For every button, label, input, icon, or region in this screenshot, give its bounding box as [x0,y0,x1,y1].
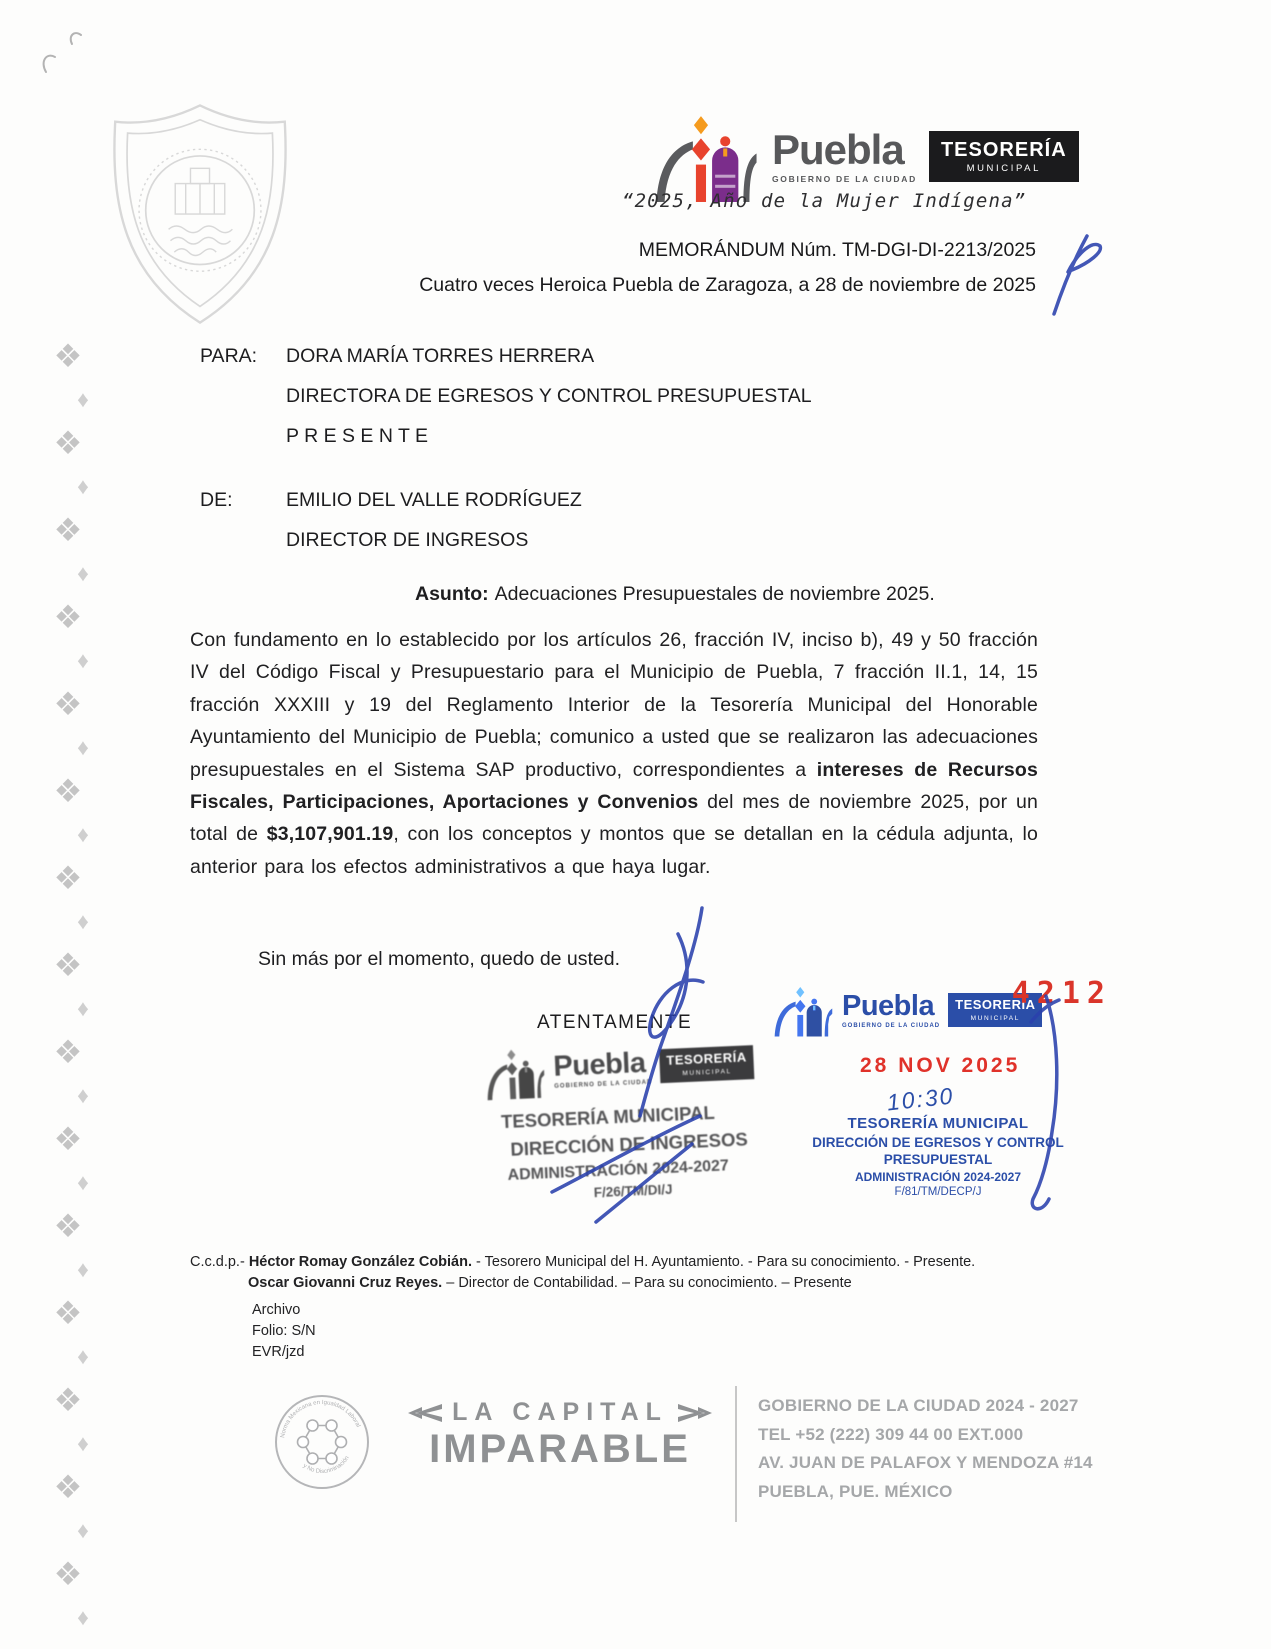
year-slogan: “2025, Año de la Mujer Indígena” [622,190,1027,212]
footer-line-gov: GOBIERNO DE LA CIUDAD 2024 - 2027 [758,1396,1079,1415]
ornament-icon: ❖ [53,1034,83,1070]
ornament-icon: ❖ [53,425,83,461]
cc-prefix: C.c.d.p.- [190,1254,249,1270]
ornament-icon: ❖ [53,860,83,896]
footer-divider [735,1386,737,1522]
ornament-icon: ♦ [77,473,89,499]
tesoreria-box-line2: MUNICIPAL [966,162,1042,174]
memo-header [419,233,1036,303]
cc-line-2 [248,1273,975,1294]
brand-text: Puebla [552,1046,647,1083]
tesoreria-box-line1: TESORERÍA [955,997,1036,1013]
paragraph-amount: $3,107,901.19 [266,823,394,846]
received-date-stamp: 28 NOV 2025 [860,1054,1021,1077]
stamp-right-line5: F/81/TM/DECP/J [894,1186,982,1198]
cc-line-1 [190,1252,975,1273]
capital-text: LA CAPITAL [452,1398,668,1426]
ornament-icon: ♦ [77,1343,89,1369]
stamp-right-line4: ADMINISTRACIÓN 2024-2027 [854,1170,1022,1184]
salutation: ATENTAMENTE [537,1012,693,1033]
stamp-logo-gray [480,1034,755,1102]
ornament-icon: ❖ [53,947,83,983]
footer-line-city: PUEBLA, PUE. MÉXICO [758,1481,953,1501]
sender-title: DIRECTOR DE INGRESOS [286,529,529,551]
stamp-right-head [770,976,1112,1038]
cc-section [190,1252,975,1363]
ornament-icon: ♦ [77,821,89,847]
ornament-icon: ♦ [77,1082,89,1108]
ornament-icon: ❖ [53,599,83,635]
ornament-icon: ❖ [53,338,83,374]
gov-text: GOBIERNO DE LA CIUDAD [554,1079,653,1090]
ornament-icon: ♦ [77,1517,89,1543]
stamp-left-line2: DIRECCIÓN DE INGRESOS [510,1128,749,1160]
ornament-icon: ♦ [77,734,89,760]
ornament-icon: ♦ [77,1604,89,1630]
cc-name-2: Oscar Giovanni Cruz Reyes. [248,1275,443,1291]
ornament-icon: ❖ [53,1121,83,1157]
stamp-left-line3: ADMINISTRACIÓN 2024-2027 [507,1157,730,1184]
margin-ornament-strip [48,340,100,1629]
stamp-right-line3: PRESUPUESTAL [883,1152,993,1167]
badge-top-text: Norma Mexicana en Igualdad Laboral [280,1399,361,1439]
tesoreria-box [929,131,1079,182]
capital-imparable-logo [408,1398,712,1469]
memo-number: MEMORÁNDUM Núm. TM-DGI-DI-2213/2025 [638,239,1036,261]
imparable-text: IMPARABLE [429,1427,691,1471]
tesoreria-box-line2: MUNICIPAL [970,1014,1020,1022]
stamp-right-line2: DIRECCIÓN DE EGRESOS Y CONTROL [812,1135,1064,1150]
ornament-icon: ❖ [53,1382,83,1418]
stamp-logo-blue [770,982,1042,1038]
ornament-icon: ❖ [53,512,83,548]
cc-initials: EVR/jzd [252,1344,305,1360]
brand-text: Puebla [772,125,904,173]
gov-text: GOBIERNO DE LA CIUDAD [772,173,917,184]
paragraph-part: Con fundamento en lo establecido por los artículos 26, fracción IV, inciso b), 49 y 50 fracción IV del Código Fiscal y Presupuestario para el Municipio de Puebla, 7 fracción II.1, 14, 15 fracción XXXIII y 19 del Reglamento Interior de la Tesorería Municipal del Honorable Ayuntamiento del Municipio de Puebla; comunico a usted que se realizaron las adecuaciones presupuestales en el Sistema SAP productivo, correspondientes a [190,629,1038,781]
gov-text: GOBIERNO DE LA CIUDAD [842,1022,941,1029]
subject-line [415,583,935,606]
ornament-icon: ♦ [77,1169,89,1195]
right-wing-icon [678,1402,712,1424]
footer-line-tel: TEL +52 (222) 309 44 00 EXT.000 [758,1424,1024,1444]
footer-contact-info [758,1392,1093,1506]
cc-rest-2: – Director de Contabilidad. – Para su conocimiento. – Presente [442,1275,852,1291]
stamp-date-row [770,1054,1106,1116]
ornament-icon: ♦ [77,647,89,673]
paragraph-bold: intereses de Recursos Fiscales, Participaciones, Aportaciones y Convenios [190,758,1038,814]
paragraph-part: , con los conceptos y montos que se detallan en la cédula adjunta, lo anterior para los efectos administrativos a que haya lugar. [190,823,1038,878]
ornament-icon: ♦ [77,386,89,412]
cc-archive: Archivo [252,1302,301,1318]
stamp-right-line1: TESORERÍA MUNICIPAL [847,1115,1029,1132]
stamp-folio-number: 4212 [1011,976,1112,1011]
recipient-title: DIRECTORA DE EGRESOS Y CONTROL PRESUPUESTAL [286,385,812,407]
cc-name-1: Héctor Romay González Cobián. [248,1254,473,1270]
ornament-icon: ♦ [77,995,89,1021]
ornament-icon: ❖ [53,686,83,722]
sender-name: EMILIO DEL VALLE RODRÍGUEZ [286,489,582,511]
left-wing-icon [408,1402,442,1424]
recipient-name: DORA MARÍA TORRES HERRERA [286,345,595,367]
ornament-icon: ♦ [77,1430,89,1456]
ornament-icon: ❖ [53,773,83,809]
para-label: PARA: [200,345,258,367]
recipient-block [200,336,812,456]
stamp-left-line4: F/26/TM/DI/J [593,1181,673,1201]
memo-date-line: Cuatro veces Heroica Puebla de Zaragoza, a 28 de noviembre de 2025 [419,274,1036,296]
subject-label: Asunto: [415,583,489,605]
puebla-cathedral-icon [770,982,834,1038]
puebla-cathedral-icon [480,1043,546,1102]
sender-block [200,480,582,560]
cc-rest-1: - Tesorero Municipal del H. Ayuntamiento. - Para su conocimiento. - Presente. [472,1254,976,1270]
closing-line: Sin más por el momento, quedo de usted. [258,948,621,970]
de-label: DE: [200,489,233,511]
body-paragraph [190,624,1038,883]
tesoreria-box [659,1045,755,1082]
cc-folio: Folio: S/N [252,1323,316,1339]
equality-norm-badge [272,1392,372,1492]
egresos-stamp [770,976,1112,1198]
ornament-icon: ❖ [53,1469,83,1505]
ornament-icon: ❖ [53,1295,83,1331]
received-time-handwritten: 10:30 [885,1082,956,1116]
ingresos-stamp [452,1033,789,1206]
stamp-left-line1: TESORERÍA MUNICIPAL [500,1101,716,1133]
paragraph-part: del mes de noviembre 2025, por un total de [190,791,1038,846]
tesoreria-box-line1: TESORERÍA [940,138,1067,161]
puebla-wordmark [553,1048,653,1089]
subject-text: Adecuaciones Presupuestales de noviembre 2025. [494,583,935,605]
puebla-crest-watermark [100,92,300,338]
puebla-wordmark [772,125,917,184]
ornament-icon: ❖ [53,1556,83,1592]
ornament-icon: ❖ [53,1208,83,1244]
tesoreria-box-line2: MUNICIPAL [682,1067,732,1077]
footer-line-address: AV. JUAN DE PALAFOX Y MENDOZA #14 [758,1453,1093,1472]
ornament-icon: ♦ [77,908,89,934]
ornament-icon: ♦ [77,560,89,586]
brand-text: Puebla [842,989,935,1022]
puebla-wordmark [842,989,941,1029]
ornament-icon: ♦ [77,1256,89,1282]
badge-bottom-text: y No Discriminación [301,1455,351,1476]
tesoreria-box-line1: TESORERÍA [666,1049,747,1069]
recipient-present: P R E S E N T E [286,425,428,447]
